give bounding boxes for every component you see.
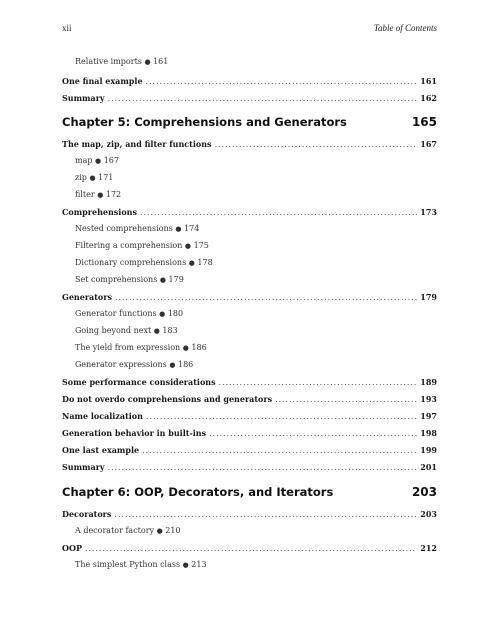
- toc-chapter-heading[interactable]: Chapter 6: OOP, Decorators, and Iterators 203: [62, 485, 437, 499]
- toc-entry[interactable]: Generators . . . 179: [62, 290, 437, 304]
- toc-subentry[interactable]: Filtering a comprehension ● 175: [75, 241, 209, 250]
- toc-entry[interactable]: Summary . . . 201: [62, 460, 437, 474]
- toc-entry[interactable]: Do not overdo comprehensions and generators . . . 193: [62, 392, 437, 406]
- toc-subentry[interactable]: The simplest Python class ● 213: [75, 560, 207, 569]
- toc-subentry[interactable]: Relative imports ● 161: [75, 57, 169, 66]
- toc-entry[interactable]: OOP . . . 212: [62, 541, 437, 555]
- toc-subentry[interactable]: Generator functions ● 180: [75, 309, 184, 318]
- toc-subentry[interactable]: The yield from expression ● 186: [75, 343, 207, 352]
- toc-subentry[interactable]: Dictionary comprehensions ● 178: [75, 258, 213, 267]
- toc-subentry[interactable]: map ● 167: [75, 156, 119, 165]
- toc-entry[interactable]: One final example . . . 161: [62, 74, 437, 88]
- toc-entry[interactable]: Generation behavior in built-ins . . . 198: [62, 426, 437, 440]
- toc-subentry[interactable]: filter ● 172: [75, 190, 122, 199]
- toc-subentry[interactable]: zip ● 171: [75, 173, 114, 182]
- toc-entry[interactable]: The map, zip, and filter functions . . . 167: [62, 137, 437, 151]
- toc-subentry[interactable]: A decorator factory ● 210: [75, 526, 181, 535]
- toc-entry[interactable]: Decorators . . . 203: [62, 507, 437, 521]
- page-number: xii: [62, 23, 72, 33]
- toc-entry[interactable]: Some performance considerations . . . 189: [62, 375, 437, 389]
- toc-subentry[interactable]: Set comprehensions ● 179: [75, 275, 184, 284]
- toc-entry[interactable]: Name localization . . . 197: [62, 409, 437, 423]
- toc-entry[interactable]: Summary . . . 162: [62, 91, 437, 105]
- toc-entry[interactable]: Comprehensions . . . 173: [62, 205, 437, 219]
- toc-subentry[interactable]: Generator expressions ● 186: [75, 360, 194, 369]
- toc-entry[interactable]: One last example . . . 199: [62, 443, 437, 457]
- running-section-title: Table of Contents: [373, 23, 437, 33]
- toc-chapter-heading[interactable]: Chapter 5: Comprehensions and Generators 165: [62, 115, 437, 129]
- toc-subentry[interactable]: Nested comprehensions ● 174: [75, 224, 200, 233]
- running-header: [62, 23, 437, 33]
- toc-subentry[interactable]: Going beyond next ● 183: [75, 326, 178, 335]
